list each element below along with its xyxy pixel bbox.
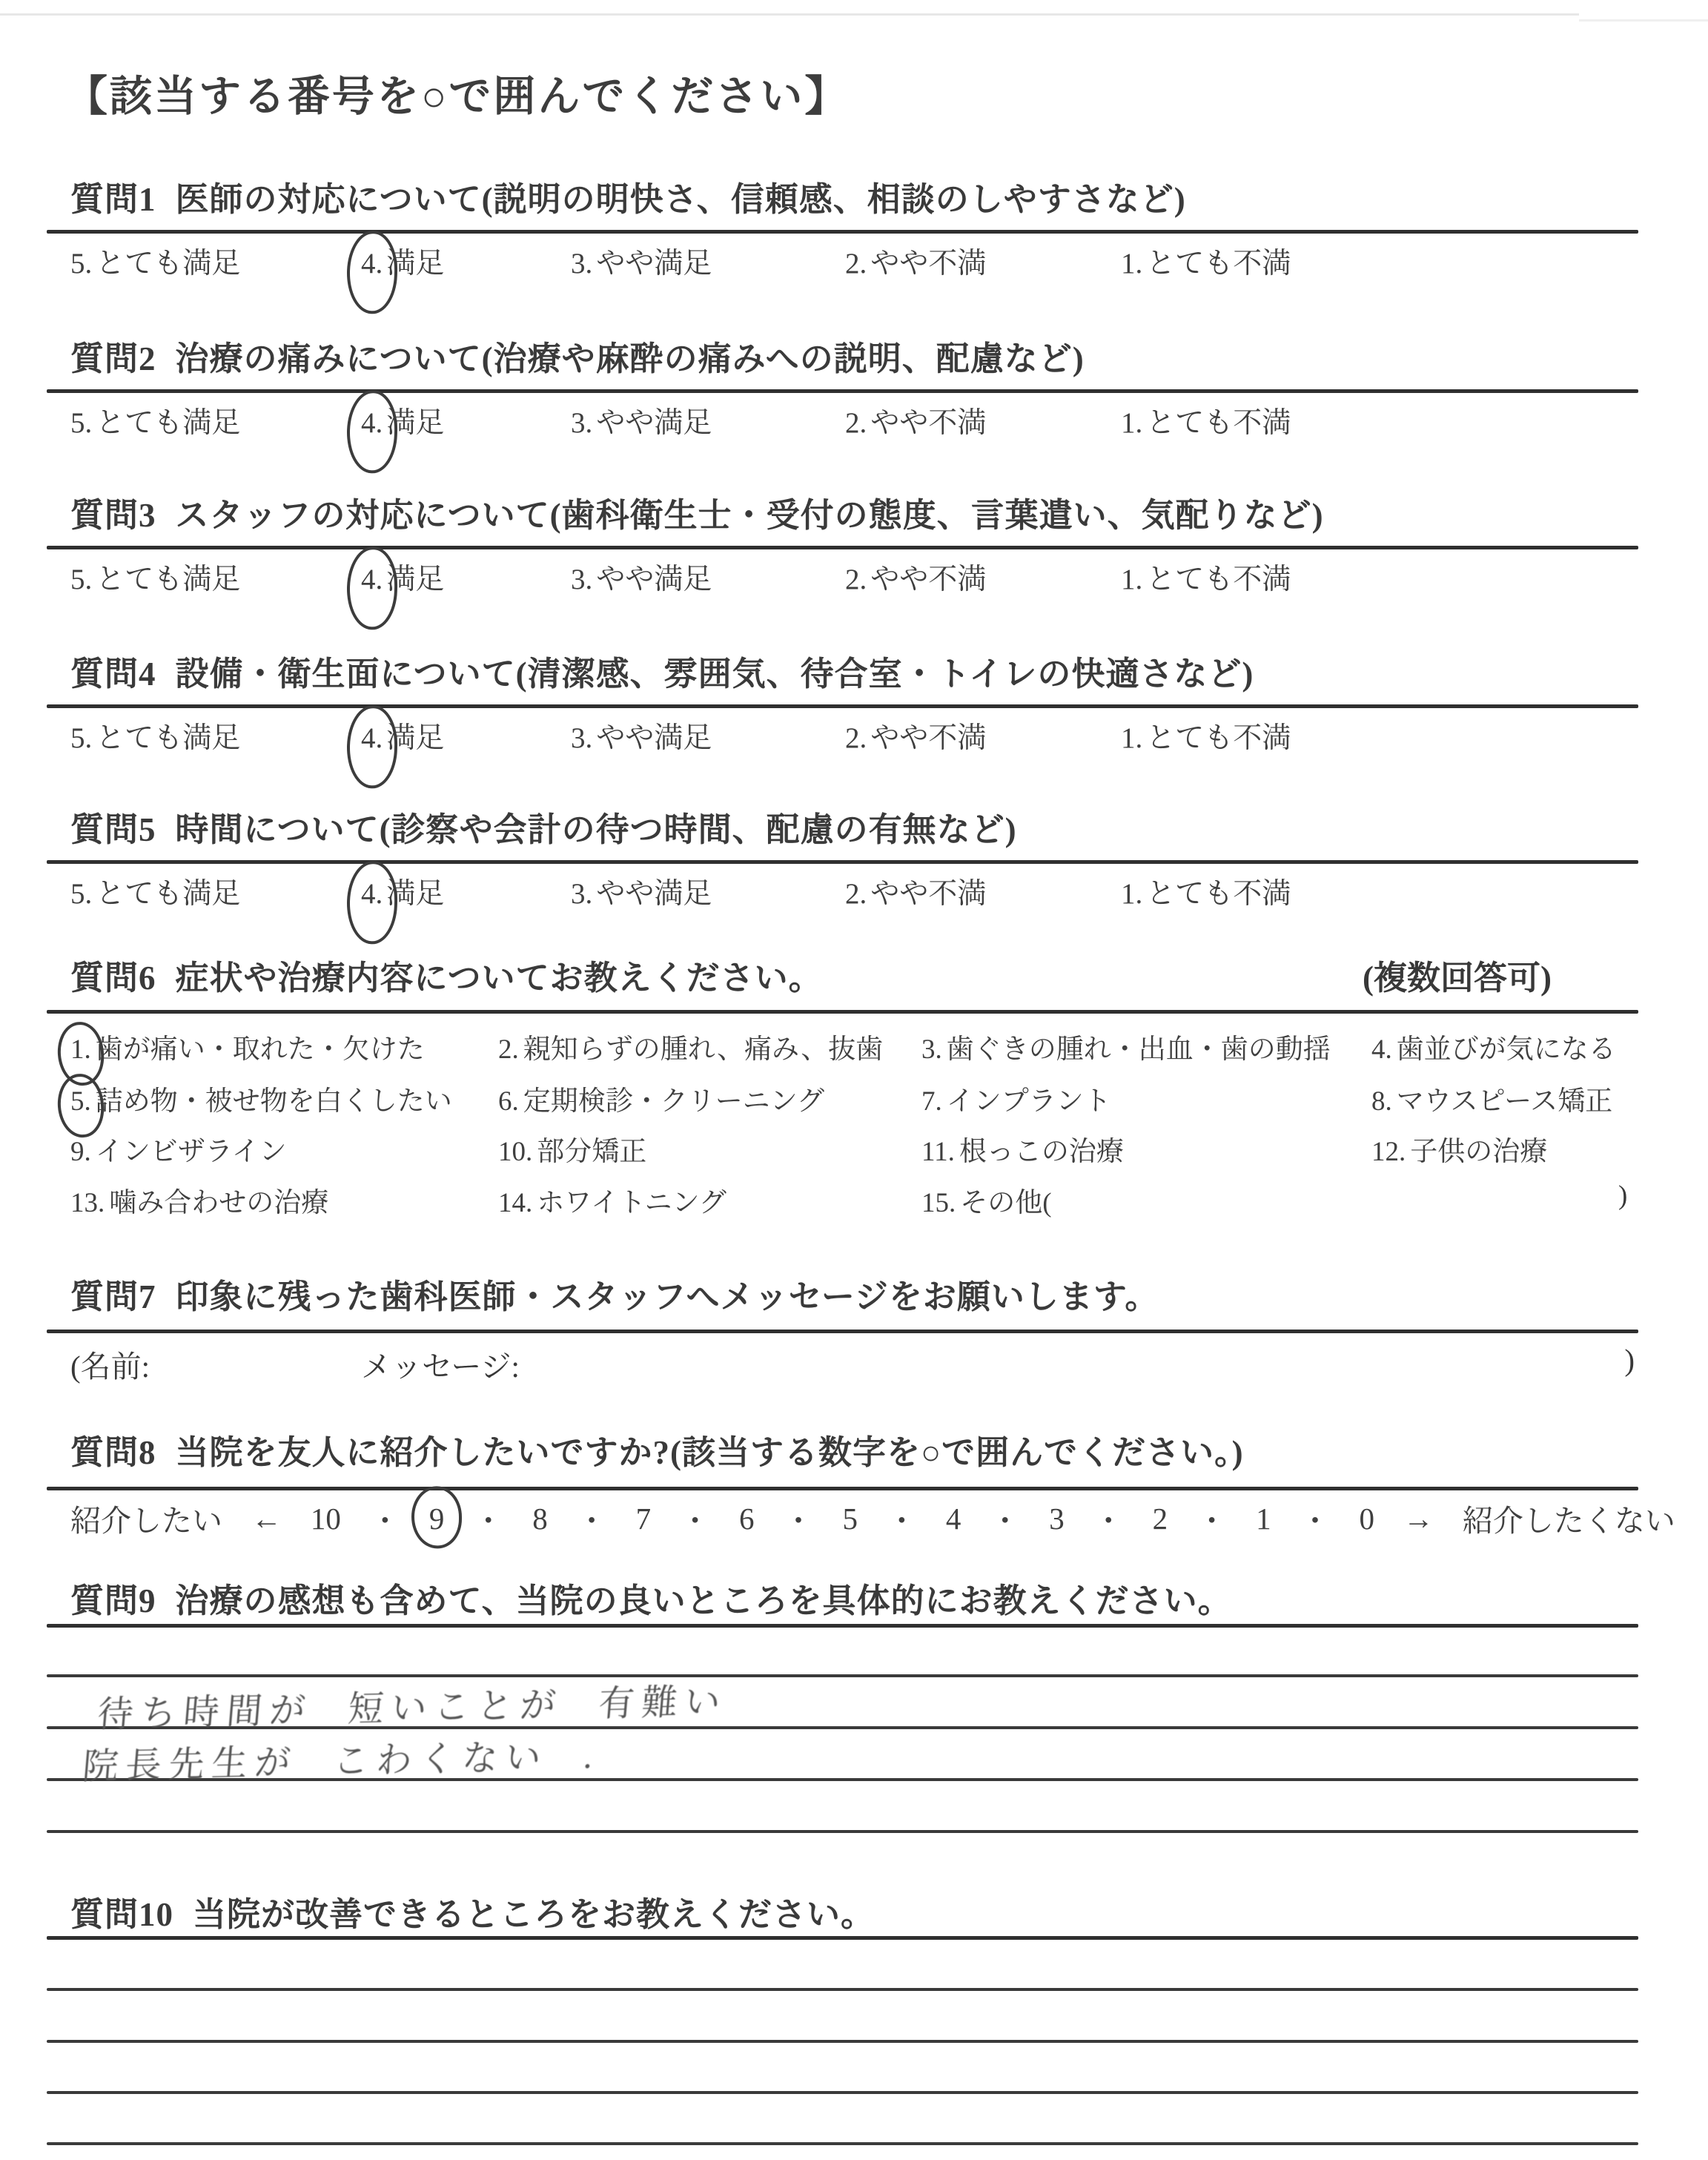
- likert-option-2[interactable]: [845, 871, 986, 912]
- option-label: とても不満: [1146, 564, 1291, 595]
- option-number: 5.: [70, 878, 93, 910]
- item-number: 15.: [921, 1188, 956, 1218]
- question-10-header: [70, 1887, 875, 1935]
- option-label: とても満足: [96, 564, 241, 595]
- ruled-line: [47, 1830, 1638, 1833]
- item-label: 歯ぐきの腫れ・出血・歯の動揺: [946, 1034, 1331, 1065]
- handwriting-line-1: 待ち時間が 短いことが 有難い: [96, 1682, 729, 1734]
- scale-dot: ・: [990, 1504, 1021, 1538]
- scale-dot: ・: [1093, 1504, 1124, 1538]
- q6-item-1[interactable]: [70, 1026, 425, 1066]
- item-label: 根っこの治療: [959, 1137, 1124, 1167]
- option-number: 3.: [571, 248, 593, 280]
- likert-option-5[interactable]: [70, 240, 240, 282]
- option-number: 2.: [845, 878, 867, 910]
- option-number: 2.: [845, 564, 867, 595]
- likert-option-1[interactable]: [1121, 556, 1291, 598]
- likert-option-4[interactable]: [361, 871, 444, 912]
- question-7-title: 印象に残った歯科医師・スタッフへメッセージをお願いします。: [175, 1278, 1159, 1315]
- recommendation-scale: [70, 1496, 1675, 1540]
- item-label: インプラント: [946, 1086, 1111, 1117]
- option-number: 3.: [571, 878, 593, 910]
- underline: [47, 389, 1638, 393]
- scale-dot: ・: [1196, 1504, 1228, 1538]
- q6-item-4[interactable]: [1371, 1026, 1616, 1066]
- likert-option-5[interactable]: [70, 400, 240, 441]
- likert-option-3[interactable]: [571, 240, 712, 282]
- circled-answer-1: 1.: [70, 1034, 91, 1065]
- question-3-header: [70, 488, 1324, 536]
- option-label: やや満足: [596, 564, 712, 595]
- option-label: やや不満: [870, 564, 987, 595]
- q6-item-10[interactable]: [498, 1129, 646, 1169]
- likert-option-3[interactable]: [571, 556, 712, 598]
- option-label: とても不満: [1146, 722, 1291, 754]
- likert-option-2[interactable]: [845, 556, 986, 598]
- option-number: 2.: [845, 722, 867, 754]
- option-label: とても満足: [96, 878, 241, 910]
- scale-dot: ・: [783, 1504, 814, 1538]
- question-8-header: [70, 1425, 1244, 1473]
- scale-dot: ・: [680, 1504, 711, 1538]
- likert-option-5[interactable]: [70, 715, 240, 756]
- ruled-line: [47, 2091, 1638, 2094]
- q6-item-15[interactable]: [921, 1180, 1052, 1220]
- circled-answer-4: 4.: [361, 407, 383, 439]
- message-field-label: メッセージ:: [361, 1350, 520, 1384]
- item-label: 噛み合わせの治療: [109, 1188, 329, 1218]
- underline: [47, 704, 1638, 708]
- option-label: 満足: [386, 407, 445, 439]
- question-6-number: 質問6: [70, 960, 156, 997]
- q8-number-5[interactable]: 5: [842, 1501, 858, 1536]
- scan-top-edge-right: [1579, 19, 1708, 22]
- likert-option-5[interactable]: [70, 556, 240, 598]
- q8-number-3[interactable]: 3: [1049, 1501, 1065, 1536]
- q8-number-7[interactable]: 7: [635, 1501, 652, 1536]
- q8-number-0[interactable]: 0: [1359, 1501, 1374, 1536]
- item-number: 3.: [921, 1034, 942, 1065]
- q6-other-close-paren: ): [1618, 1180, 1628, 1211]
- question-5-title: 時間について(診察や会計の待つ時間、配慮の有無など): [175, 811, 1017, 848]
- option-label: とても不満: [1146, 407, 1291, 439]
- q8-number-6[interactable]: 6: [739, 1501, 755, 1536]
- question-4-header: [70, 647, 1254, 695]
- item-number: 9.: [70, 1137, 91, 1167]
- q8-number-10[interactable]: 10: [310, 1501, 341, 1536]
- question-6-title: 症状や治療内容についてお教えください。: [175, 960, 823, 997]
- likert-option-5[interactable]: [70, 871, 240, 912]
- question-1-header: [70, 172, 1186, 220]
- item-number: 6.: [498, 1086, 519, 1117]
- item-number: 8.: [1371, 1086, 1392, 1117]
- question-8-number: 質問8: [70, 1434, 156, 1471]
- option-label: 満足: [386, 878, 445, 910]
- circled-answer-5: 5.: [70, 1086, 91, 1117]
- question-10-number: 質問10: [70, 1896, 174, 1933]
- item-label: 歯並びが気になる: [1396, 1034, 1616, 1065]
- scan-top-edge: [0, 13, 1579, 16]
- item-label: マウスピース矯正: [1396, 1086, 1613, 1117]
- item-label: その他(: [960, 1188, 1052, 1218]
- option-label: やや満足: [596, 407, 712, 439]
- ruled-line: [47, 2040, 1638, 2043]
- option-number: 3.: [571, 722, 593, 754]
- q8-number-2[interactable]: 2: [1152, 1501, 1168, 1536]
- underline: [47, 1010, 1638, 1014]
- option-label: とても満足: [96, 248, 241, 280]
- option-label: やや不満: [870, 878, 987, 910]
- likert-option-2[interactable]: [845, 240, 986, 282]
- circled-answer-4: 4.: [361, 722, 383, 754]
- likert-option-3[interactable]: [571, 715, 712, 756]
- item-label: 親知らずの腫れ、痛み、抜歯: [523, 1034, 884, 1065]
- item-label: 定期検診・クリーニング: [523, 1086, 825, 1117]
- likert-option-1[interactable]: [1121, 240, 1291, 282]
- likert-option-4[interactable]: [361, 715, 444, 756]
- underline: [47, 546, 1638, 549]
- option-number: 5.: [70, 722, 93, 754]
- circled-answer-9[interactable]: 9: [428, 1501, 445, 1536]
- scale-dot: ・: [1300, 1504, 1331, 1538]
- item-label: 歯が痛い・取れた・欠けた: [95, 1034, 425, 1065]
- likert-option-3[interactable]: [571, 871, 712, 912]
- ruled-line: [47, 1988, 1638, 1991]
- underline: [47, 230, 1638, 234]
- question-2-title: 治療の痛みについて(治療や麻酔の痛みへの説明、配慮など): [175, 340, 1085, 377]
- likert-option-1[interactable]: [1121, 715, 1291, 756]
- likert-option-1[interactable]: [1121, 400, 1291, 441]
- question-5-header: [70, 802, 1017, 851]
- question-5-number: 質問5: [70, 811, 156, 848]
- option-label: やや不満: [870, 407, 987, 439]
- option-label: やや満足: [596, 248, 712, 280]
- form-title: 【該当する番号を○で囲んでください】: [65, 73, 850, 120]
- item-number: 7.: [921, 1086, 942, 1117]
- underline: [47, 1487, 1638, 1490]
- item-label: 詰め物・被せ物を白くしたい: [95, 1086, 452, 1117]
- likert-option-3[interactable]: [571, 400, 712, 441]
- item-number: 13.: [70, 1188, 105, 1218]
- likert-option-2[interactable]: [845, 400, 986, 441]
- q6-item-12[interactable]: [1371, 1129, 1547, 1169]
- item-label: 子供の治療: [1410, 1137, 1548, 1167]
- option-number: 3.: [571, 564, 593, 595]
- circled-answer-4: 4.: [361, 564, 383, 595]
- q7-close-paren: ): [1624, 1343, 1635, 1377]
- handwriting-line-2: 院長先生が こわくない .: [81, 1736, 602, 1787]
- option-label: 満足: [386, 564, 445, 595]
- option-label: とても満足: [96, 722, 241, 754]
- option-label: 満足: [386, 248, 445, 280]
- scale-dot: ・: [886, 1504, 917, 1538]
- scale-left-label: 紹介したい: [70, 1504, 222, 1538]
- question-2-header: [70, 331, 1085, 380]
- question-10-title: 当院が改善できるところをお教えください。: [193, 1896, 875, 1933]
- ruled-line: [47, 2142, 1638, 2145]
- option-number: 2.: [845, 248, 867, 280]
- q7-answer-row[interactable]: [70, 1342, 1635, 1386]
- item-number: 10.: [498, 1137, 533, 1167]
- underline: [47, 1624, 1638, 1628]
- name-field-label: (名前:: [70, 1350, 150, 1384]
- likert-option-1[interactable]: [1121, 871, 1291, 912]
- question-9-title: 治療の感想も含めて、当院の良いところを具体的にお教えください。: [175, 1582, 1232, 1619]
- question-8-title: 当院を友人に紹介したいですか?(該当する数字を○で囲んでください。): [175, 1434, 1244, 1471]
- option-label: とても不満: [1146, 248, 1291, 280]
- scale-right-label: 紹介したくない: [1462, 1504, 1675, 1538]
- option-number: 5.: [70, 564, 93, 595]
- q6-item-13[interactable]: [70, 1180, 328, 1220]
- item-number: 4.: [1371, 1034, 1392, 1065]
- question-4-title: 設備・衛生面について(清潔感、雰囲気、待合室・トイレの快適さなど): [175, 655, 1254, 693]
- option-number: 1.: [1121, 564, 1143, 595]
- scale-dot: ・: [576, 1504, 607, 1538]
- likert-option-4[interactable]: [361, 400, 444, 441]
- question-1-number: 質問1: [70, 181, 156, 218]
- option-label: やや不満: [870, 248, 987, 280]
- likert-option-2[interactable]: [845, 715, 986, 756]
- option-label: やや不満: [870, 722, 987, 754]
- circled-answer-4: 4.: [361, 878, 383, 910]
- question-7-number: 質問7: [70, 1278, 156, 1315]
- underline: [47, 860, 1638, 864]
- scale-dot: ・: [473, 1504, 504, 1538]
- q6-item-2[interactable]: [498, 1026, 883, 1066]
- ruled-line: [47, 1674, 1638, 1677]
- option-number: 2.: [845, 407, 867, 439]
- option-number: 3.: [571, 407, 593, 439]
- question-9-number: 質問9: [70, 1582, 156, 1619]
- circled-answer-4: 4.: [361, 248, 383, 280]
- question-1-title: 医師の対応について(説明の明快さ、信頼感、相談のしやすさなど): [175, 181, 1186, 218]
- underline: [47, 1936, 1638, 1940]
- option-label: やや満足: [596, 878, 712, 910]
- option-number: 5.: [70, 407, 93, 439]
- q8-number-1[interactable]: 1: [1256, 1501, 1271, 1536]
- option-number: 1.: [1121, 248, 1143, 280]
- item-number: 2.: [498, 1034, 519, 1065]
- q6-item-3[interactable]: [921, 1026, 1331, 1066]
- arrow-right-icon: →: [1403, 1501, 1434, 1536]
- item-label: 部分矯正: [537, 1137, 647, 1167]
- arrow-left-icon: ←: [251, 1501, 282, 1536]
- multiple-answers-note: (複数回答可): [1363, 960, 1552, 997]
- question-9-header: [70, 1573, 1232, 1622]
- likert-option-4[interactable]: [361, 240, 444, 282]
- underline: [47, 1330, 1638, 1333]
- option-label: やや満足: [596, 722, 712, 754]
- item-label: ホワイトニング: [537, 1188, 726, 1218]
- scale-dot: ・: [369, 1504, 400, 1538]
- item-label: インビザライン: [95, 1137, 287, 1167]
- item-number: 12.: [1371, 1137, 1406, 1167]
- option-number: 1.: [1121, 878, 1143, 910]
- option-number: 1.: [1121, 722, 1143, 754]
- option-label: とても不満: [1146, 878, 1291, 910]
- question-3-title: スタッフの対応について(歯科衛生士・受付の態度、言葉遣い、気配りなど): [175, 497, 1324, 534]
- q6-item-6[interactable]: [498, 1078, 824, 1118]
- q6-item-7[interactable]: [921, 1078, 1111, 1118]
- likert-option-4[interactable]: [361, 556, 444, 598]
- item-number: 11.: [921, 1137, 955, 1167]
- q6-item-8[interactable]: [1371, 1078, 1612, 1118]
- option-label: とても満足: [96, 407, 241, 439]
- q6-item-14[interactable]: [498, 1180, 726, 1220]
- q6-item-5[interactable]: [70, 1078, 452, 1118]
- option-number: 1.: [1121, 407, 1143, 439]
- item-number: 14.: [498, 1188, 533, 1218]
- question-4-number: 質問4: [70, 655, 156, 693]
- q8-number-4[interactable]: 4: [945, 1501, 961, 1536]
- question-6-header: [70, 951, 823, 999]
- option-label: 満足: [386, 722, 445, 754]
- question-7-header: [70, 1269, 1159, 1318]
- question-2-number: 質問2: [70, 340, 156, 377]
- q6-item-9[interactable]: [70, 1129, 287, 1169]
- q8-number-8[interactable]: 8: [532, 1501, 548, 1536]
- q6-item-11[interactable]: [921, 1129, 1124, 1169]
- option-number: 5.: [70, 248, 93, 280]
- question-3-number: 質問3: [70, 497, 156, 534]
